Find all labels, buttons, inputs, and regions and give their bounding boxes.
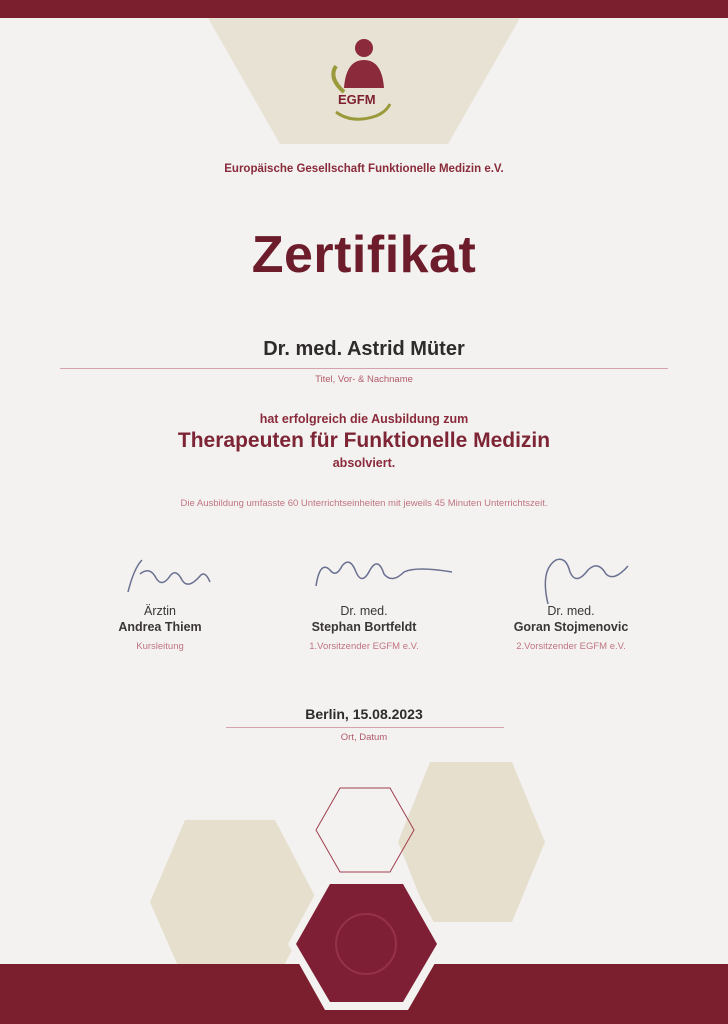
top-band bbox=[0, 0, 728, 18]
place-date-label: Ort, Datum bbox=[340, 732, 388, 743]
place-date-rule bbox=[226, 727, 504, 728]
signatory-role: 1.Vorsitzender EGFM e.V. bbox=[309, 641, 419, 652]
signatory-role: 2.Vorsitzender EGFM e.V. bbox=[516, 641, 626, 652]
signature-1 bbox=[128, 560, 210, 592]
signature-3 bbox=[545, 559, 628, 604]
place-date: Berlin, 15.08.2023 bbox=[305, 706, 423, 722]
course-info: Die Ausbildung umfasste 60 Unterrichtseinheiten mit jeweils 45 Minuten Unterrichtszeit. bbox=[180, 498, 548, 509]
hexagon-left bbox=[150, 820, 318, 982]
certificate-title: Zertifikat bbox=[251, 226, 477, 284]
signatory-title: Ärztin bbox=[144, 604, 176, 618]
signatory-2 bbox=[244, 604, 484, 652]
recipient-label: Titel, Vor- & Nachname bbox=[315, 374, 413, 385]
signatory-name: Andrea Thiem bbox=[118, 620, 202, 634]
organization-name: Europäische Gesellschaft Funktionelle Medizin e.V. bbox=[224, 163, 504, 175]
recipient-name: Dr. med. Astrid Müter bbox=[263, 338, 465, 360]
signatory-3 bbox=[451, 604, 691, 652]
statement-line3: absolviert. bbox=[332, 456, 396, 470]
logo-text: EGFM bbox=[338, 92, 376, 107]
hexagon-outline bbox=[316, 788, 414, 872]
signatory-role: Kursleitung bbox=[136, 641, 184, 652]
signatory-title: Dr. med. bbox=[547, 604, 595, 618]
course-title: Therapeuten für Funktionelle Medizin bbox=[177, 429, 551, 452]
signature-2 bbox=[316, 562, 452, 586]
signatory-name: Goran Stojmenovic bbox=[513, 620, 629, 634]
signatory-title: Dr. med. bbox=[340, 604, 388, 618]
recipient-rule bbox=[60, 368, 668, 369]
signatory-name: Stephan Bortfeldt bbox=[311, 620, 417, 634]
statement-line1: hat erfolgreich die Ausbildung zum bbox=[259, 412, 469, 426]
